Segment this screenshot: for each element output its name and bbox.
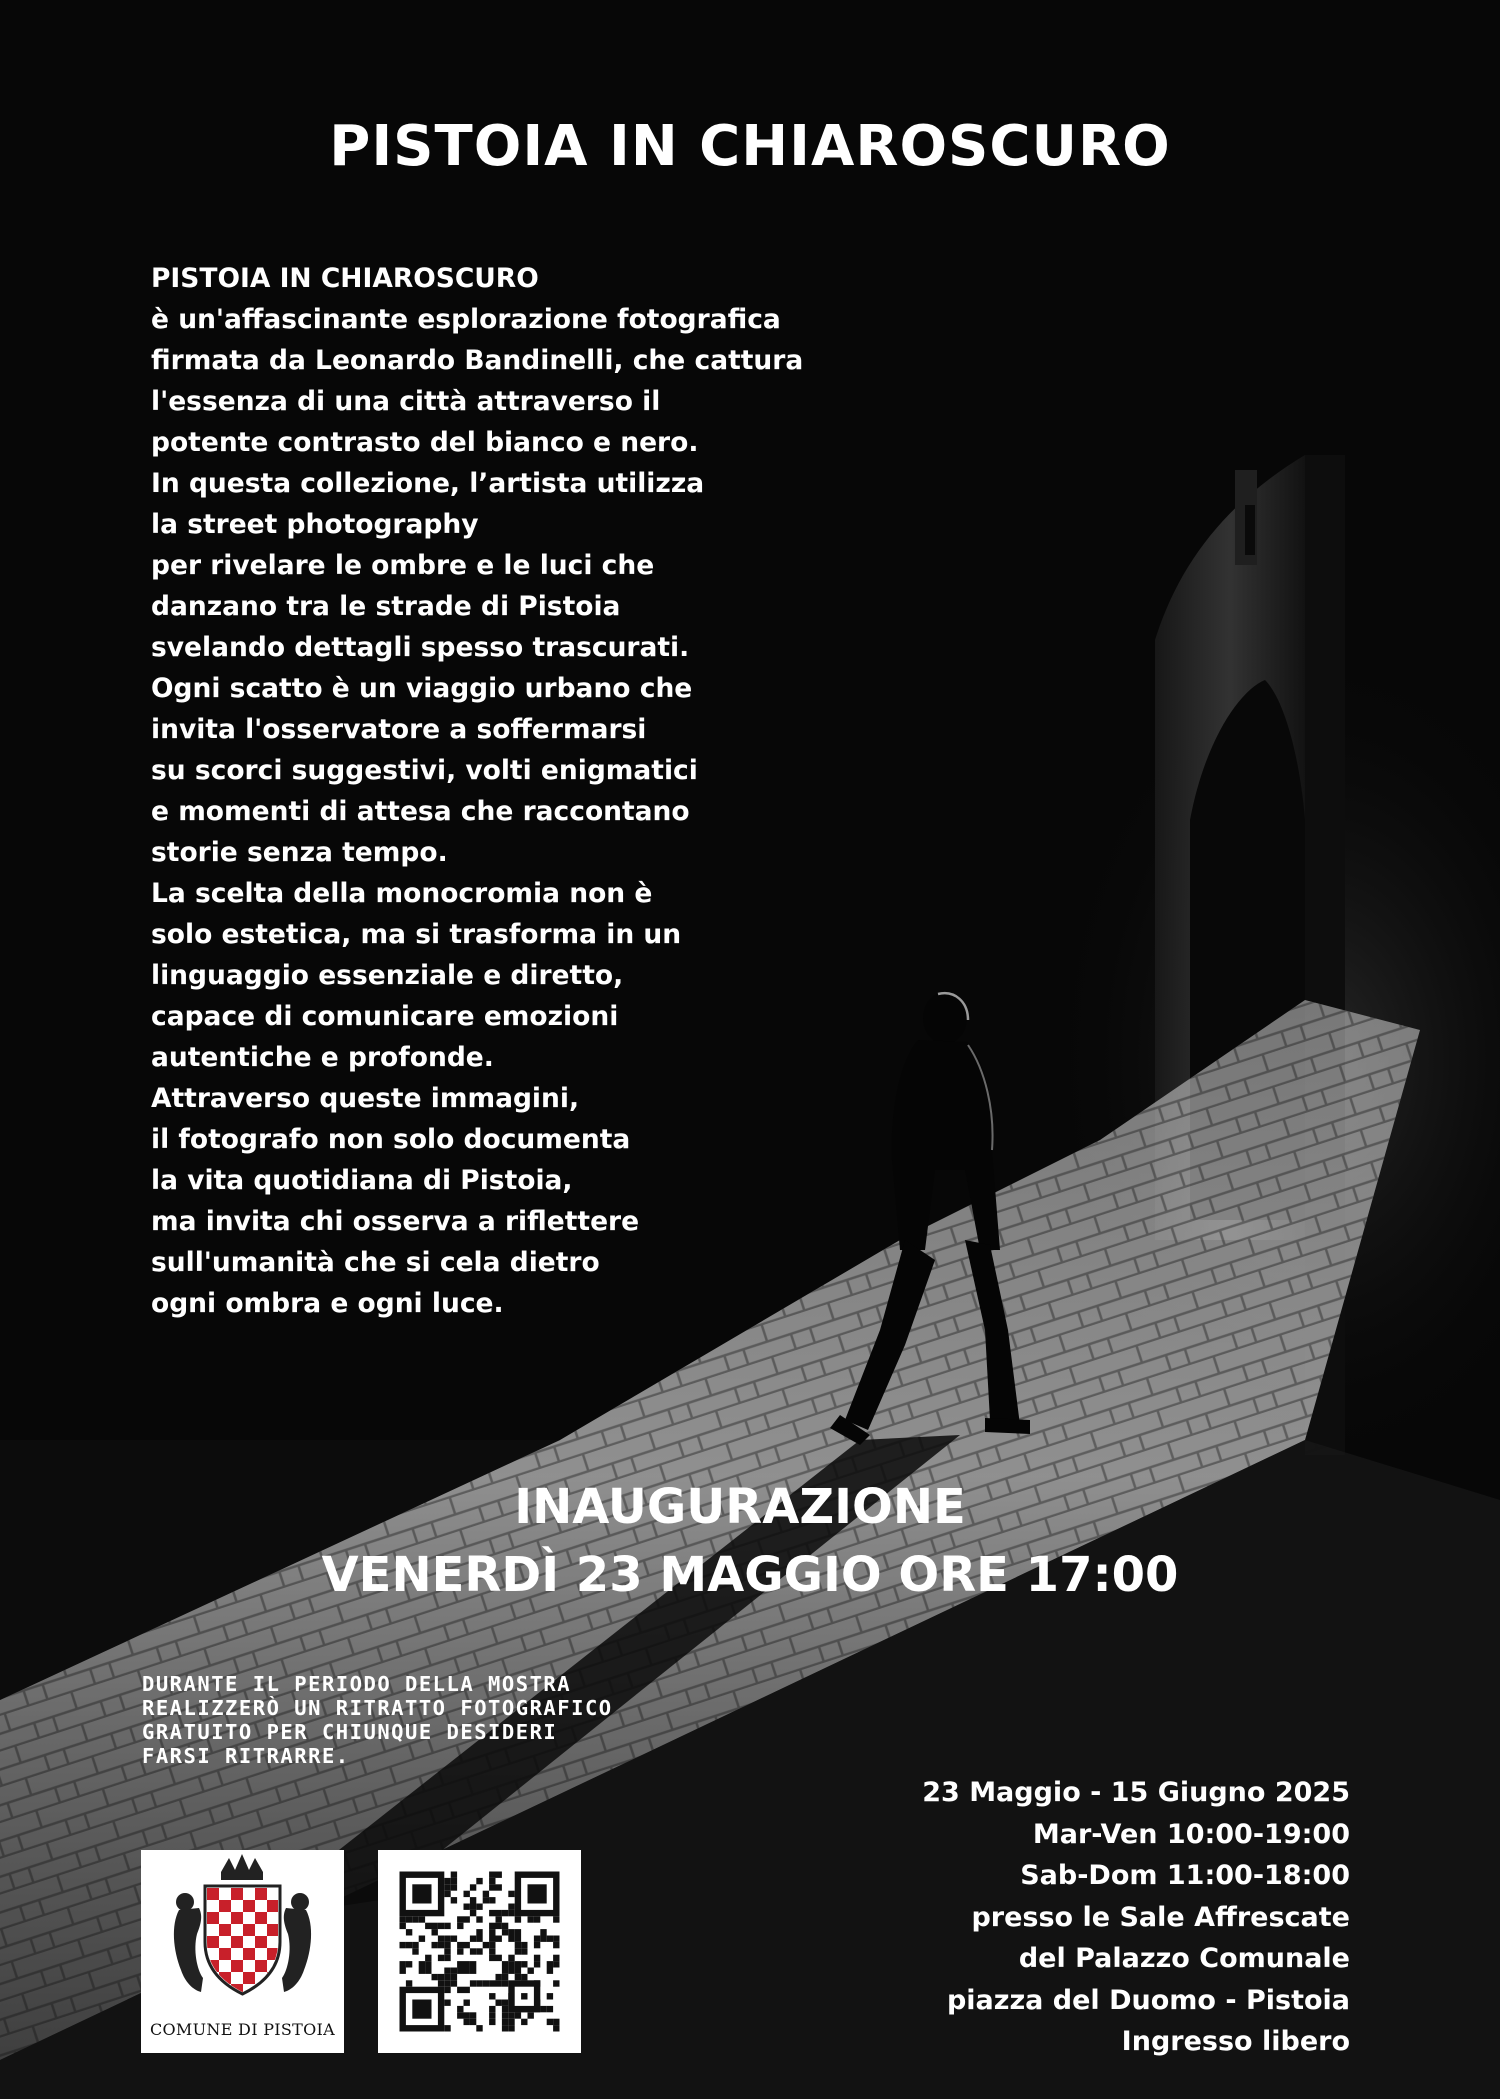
intro-line: invita l'osservatore a soffermarsi <box>151 714 647 745</box>
logo-caption: COMUNE DI PISTOIA <box>149 2020 336 2039</box>
intro-line: In questa collezione, l’artista utilizza <box>151 468 705 499</box>
poster-title: PISTOIA IN CHIAROSCURO <box>329 114 1171 179</box>
intro-line: la vita quotidiana di Pistoia, <box>151 1165 573 1196</box>
inauguration-block <box>0 1474 1500 1610</box>
intro-line: Attraverso queste immagini, <box>151 1083 580 1114</box>
intro-line: l'essenza di una città attraverso il <box>151 386 661 417</box>
info-hours-weekend: Sab-Dom 11:00-18:00 <box>1020 1860 1350 1891</box>
intro-line: e momenti di attesa che raccontano <box>151 796 690 827</box>
comune-logo <box>141 1850 344 2053</box>
portrait-notice <box>142 1672 762 1768</box>
notice-line: DURANTE IL PERIODO DELLA MOSTRA <box>142 1672 572 1696</box>
intro-line: Ogni scatto è un viaggio urbano che <box>151 673 693 704</box>
intro-text <box>151 258 911 1324</box>
notice-line: REALIZZERÒ UN RITRATTO FOTOGRAFICO <box>142 1696 613 1720</box>
intro-line: il fotografo non solo documenta <box>151 1124 631 1155</box>
intro-line: La scelta della monocromia non è <box>151 878 653 909</box>
info-dates: 23 Maggio - 15 Giugno 2025 <box>922 1777 1350 1808</box>
info-venue-building: del Palazzo Comunale <box>1018 1943 1350 1974</box>
qr-code[interactable] <box>378 1850 581 2053</box>
intro-line: storie senza tempo. <box>151 837 448 868</box>
inauguration-heading: INAUGURAZIONE <box>514 1479 966 1535</box>
info-admission: Ingresso libero <box>1121 2026 1350 2057</box>
intro-line: svelando dettagli spesso trascurati. <box>151 632 690 663</box>
intro-line: ogni ombra e ogni luce. <box>151 1288 504 1319</box>
pistoia-coat-of-arms-icon <box>141 1850 344 2010</box>
info-address: piazza del Duomo - Pistoia <box>946 1984 1350 2016</box>
info-venue: presso le Sale Affrescate <box>971 1901 1350 1933</box>
intro-line: linguaggio essenziale e diretto, <box>151 960 624 991</box>
intro-line: potente contrasto del bianco e nero. <box>151 427 699 458</box>
intro-line: è un'affascinante esplorazione fotografica <box>151 304 781 335</box>
intro-line: capace di comunicare emozioni <box>151 1001 619 1032</box>
notice-line: FARSI RITRARRE. <box>142 1744 350 1768</box>
intro-line: danzano tra le strade di Pistoia <box>151 591 621 622</box>
intro-line: su scorci suggestivi, volti enigmatici <box>151 755 698 786</box>
qr-code-icon <box>378 1850 581 2053</box>
intro-line: PISTOIA IN CHIAROSCURO <box>151 263 539 294</box>
intro-line: ma invita chi osserva a riflettere <box>151 1206 640 1237</box>
intro-line: la street photography <box>151 509 479 540</box>
intro-line: sull'umanità che si cela dietro <box>151 1247 600 1278</box>
info-hours-weekday: Mar-Ven 10:00-19:00 <box>1032 1818 1350 1850</box>
intro-line: solo estetica, ma si trasforma in un <box>151 919 682 950</box>
notice-line: GRATUITO PER CHIUNQUE DESIDERI <box>142 1720 558 1744</box>
exhibition-info <box>750 1772 1350 2063</box>
inauguration-datetime: VENERDÌ 23 MAGGIO ORE 17:00 <box>321 1547 1179 1603</box>
intro-line: firmata da Leonardo Bandinelli, che cattura <box>151 345 804 376</box>
intro-line: per rivelare le ombre e le luci che <box>151 550 655 581</box>
intro-line: autentiche e profonde. <box>151 1042 494 1073</box>
